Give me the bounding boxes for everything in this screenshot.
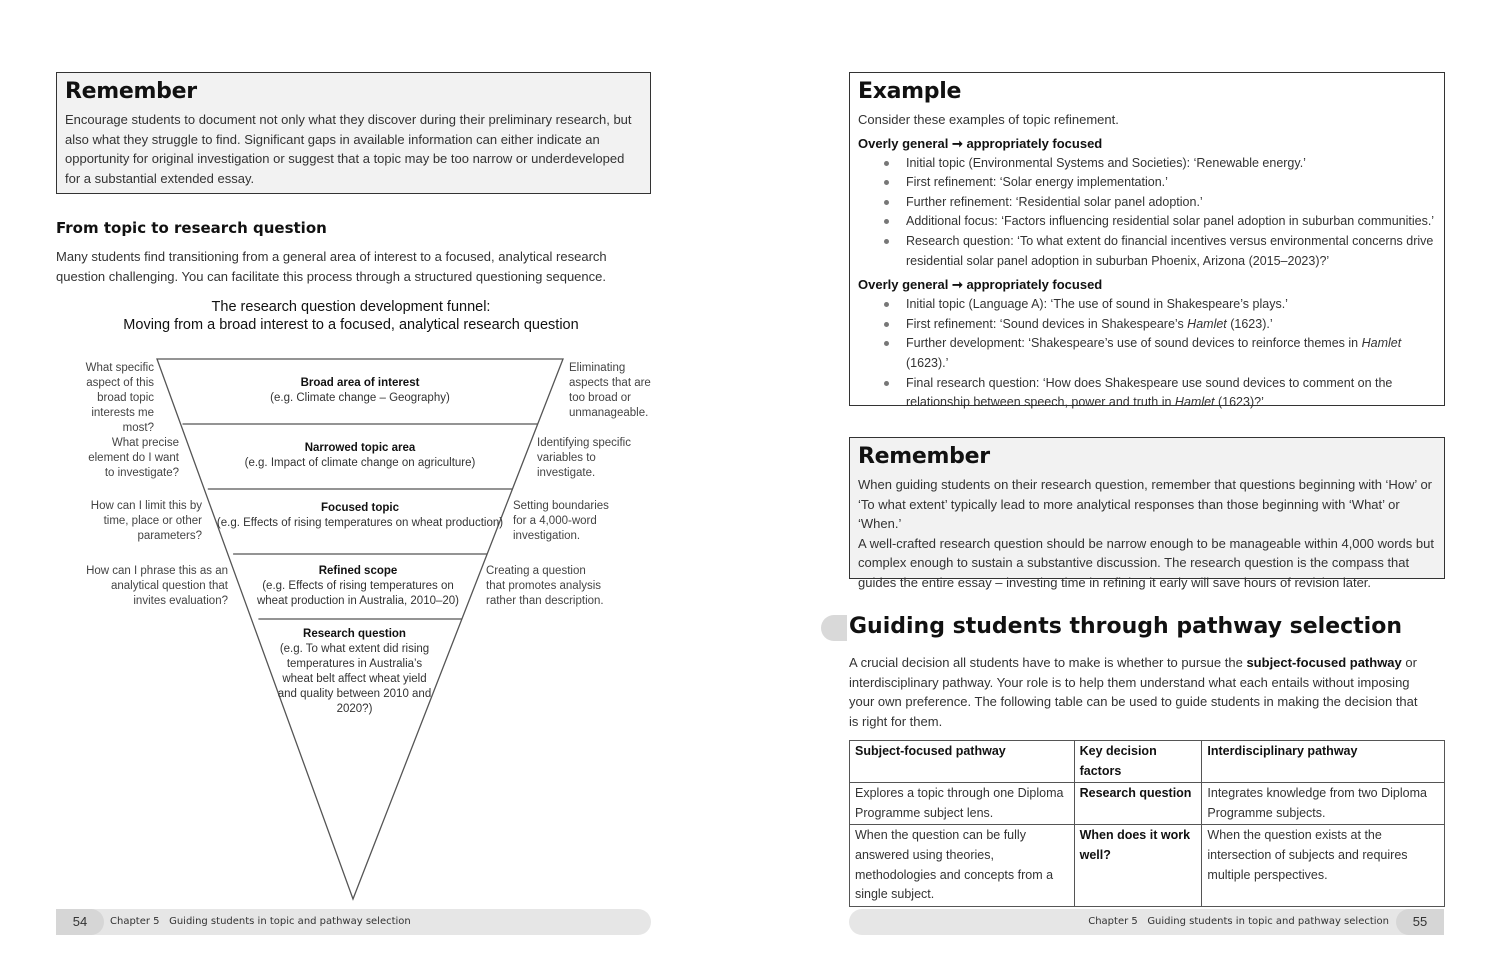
remember-para: When guiding students on their research question, remember that questions beginning with ‘How’ or ‘To what extent’ typically lead to more analytical responses than those beginning with ‘What’ or ‘When.’ — [858, 477, 1433, 532]
table-header: Interdisciplinary pathway — [1202, 741, 1445, 783]
pathway-paragraph — [849, 653, 1419, 731]
table-header-row — [850, 741, 1445, 783]
table-cell: Research question — [1074, 783, 1202, 825]
stage-example: (e.g. To what extent did rising temperatures in Australia’s wheat belt affect wheat yield and quality between 2010 and 2020?) — [277, 643, 432, 715]
remember-text — [858, 475, 1436, 593]
stage-name: Broad area of interest — [300, 377, 420, 389]
footer-chapter-title: Guiding students in topic and pathway selection — [1147, 916, 1389, 927]
table-cell: Integrates knowledge from two Diploma Programme subjects. — [1202, 783, 1445, 825]
footer-chapter — [110, 909, 411, 935]
example-group-heading: Overly general ➞ appropriately focused — [858, 277, 1103, 293]
remember-title: Remember — [858, 444, 990, 469]
footer-chapter-label: Chapter 5 — [110, 916, 160, 927]
table-cell: When the question can be fully answered using theories, methodologies and concepts from a single subject. — [850, 825, 1075, 906]
remember-box-right — [849, 437, 1445, 590]
funnel-stage — [210, 501, 510, 531]
footer-chapter — [1088, 909, 1389, 935]
table-cell: Explores a topic through one Diploma Programme subject lens. — [850, 783, 1075, 825]
page-footer — [56, 909, 651, 935]
table-row — [850, 783, 1445, 825]
stage-name: Research question — [303, 628, 406, 640]
remember-text: Encourage students to document not only what they discover during their preliminary research, but also what they struggle to find. Significant gaps in available information can either indicate an opportunity for original investigation or suggest that a topic may be too narrow or underdeveloped for a substantial extended essay. — [65, 112, 632, 186]
funnel-stage — [277, 627, 432, 717]
footer-chapter-label: Chapter 5 — [1088, 916, 1138, 927]
page-number: 54 — [56, 909, 104, 935]
footer-chapter-title: Guiding students in topic and pathway selection — [169, 916, 411, 927]
pathway-heading: Guiding students through pathway selection — [849, 614, 1402, 639]
page-footer — [849, 909, 1444, 935]
funnel-right-note: Setting boundaries for a 4,000-word investigation. — [513, 500, 609, 542]
funnel-right-note: Identifying specific variables to investigate. — [537, 437, 631, 479]
table-header: Subject-focused pathway — [850, 741, 1075, 783]
stage-example: (e.g. Effects of rising temperatures on wheat production in Australia, 2010–20) — [256, 580, 460, 607]
example-list — [858, 295, 1436, 413]
funnel-left-question: What specific aspect of this broad topic interests me most? — [85, 362, 154, 434]
funnel-left-question: What precise element do I want to investigate? — [88, 437, 179, 479]
example-title: Example — [858, 79, 962, 104]
stage-example: (e.g. Climate change – Geography) — [270, 392, 450, 404]
table-cell: When the question exists at the intersection of subjects and requires multiple perspectives. — [1202, 825, 1445, 906]
funnel-title-line2: Moving from a broad interest to a focused, analytical research question — [123, 317, 579, 333]
stage-example: (e.g. Effects of rising temperatures on wheat production) — [216, 517, 504, 529]
section-heading: From topic to research question — [56, 219, 327, 237]
table-row — [850, 825, 1445, 906]
section-tab-marker — [821, 615, 847, 641]
funnel-right-note: Eliminating aspects that are too broad or unmanageable. — [569, 362, 651, 419]
stage-name: Focused topic — [321, 502, 399, 514]
example-item: Initial topic (Environmental Systems and Societies): ‘Renewable energy.’ — [906, 154, 1436, 174]
example-list — [858, 154, 1436, 272]
example-item: Additional focus: ‘Factors influencing residential solar panel adoption in suburban communities.’ — [906, 212, 1436, 232]
stage-name: Narrowed topic area — [304, 442, 416, 454]
table-header: Key decision factors — [1074, 741, 1202, 783]
remember-para: A well-crafted research question should be narrow enough to be manageable within 4,000 words but complex enough to sustain a substantive discussion. The research question is the compass that guides the entire essay – investing time in refining it early will save hours of revision later. — [858, 535, 1434, 590]
pathway-text: A crucial decision all students have to make is whether to pursue the — [849, 655, 1247, 670]
stage-name: Refined scope — [318, 565, 398, 577]
pathway-text: or interdisciplinary pathway. Your role is to help them understand what each entails without imposing your own preference. The following table can be used to guide students in making the decision that is right for them. — [849, 655, 1418, 729]
funnel-stage — [210, 441, 510, 471]
example-item: First refinement: ‘Sound devices in Shakespeare’s Hamlet (1623).’ — [906, 315, 1436, 335]
example-box — [849, 72, 1445, 410]
example-item: Further refinement: ‘Residential solar panel adoption.’ — [906, 193, 1436, 213]
example-item: Initial topic (Language A): ‘The use of sound in Shakespeare’s plays.’ — [906, 295, 1436, 315]
funnel-title-line1: The research question development funnel: — [211, 299, 491, 315]
remember-title: Remember — [65, 79, 197, 104]
example-group-heading: Overly general ➞ appropriately focused — [858, 135, 1103, 151]
pathway-text-bold: subject-focused pathway — [1246, 655, 1402, 670]
example-item: Final research question: ‘How does Shakespeare use sound devices to comment on the relationship between speech, power and truth in Hamlet (1623)?’ — [906, 374, 1436, 413]
example-intro: Consider these examples of topic refinement. — [858, 112, 1119, 127]
stage-example: (e.g. Impact of climate change on agriculture) — [244, 457, 476, 469]
funnel-stage — [248, 564, 468, 609]
page-number: 55 — [1396, 909, 1444, 935]
right-page — [750, 0, 1500, 976]
funnel-right-note: Creating a question that promotes analysis rather than description. — [486, 565, 604, 607]
funnel-left-question: How can I phrase this as an analytical question that invites evaluation? — [86, 565, 228, 607]
funnel-stage — [210, 376, 510, 406]
pathway-table — [849, 740, 1445, 907]
example-item: Further development: ‘Shakespeare’s use of sound devices to reinforce themes in Hamlet (1623).’ — [906, 334, 1436, 373]
intro-paragraph: Many students find transitioning from a general area of interest to a focused, analytical research question challenging. You can facilitate this process through a structured questioning sequence. — [56, 249, 607, 284]
example-item: Research question: ‘To what extent do financial incentives versus environmental concerns drive residential solar panel adoption in suburban Phoenix, Arizona (2015–2023)?’ — [906, 232, 1436, 271]
funnel-left-question: How can I limit this by time, place or other parameters? — [90, 500, 202, 542]
table-cell: When does it work well? — [1074, 825, 1202, 906]
example-item: First refinement: ‘Solar energy implementation.’ — [906, 173, 1436, 193]
